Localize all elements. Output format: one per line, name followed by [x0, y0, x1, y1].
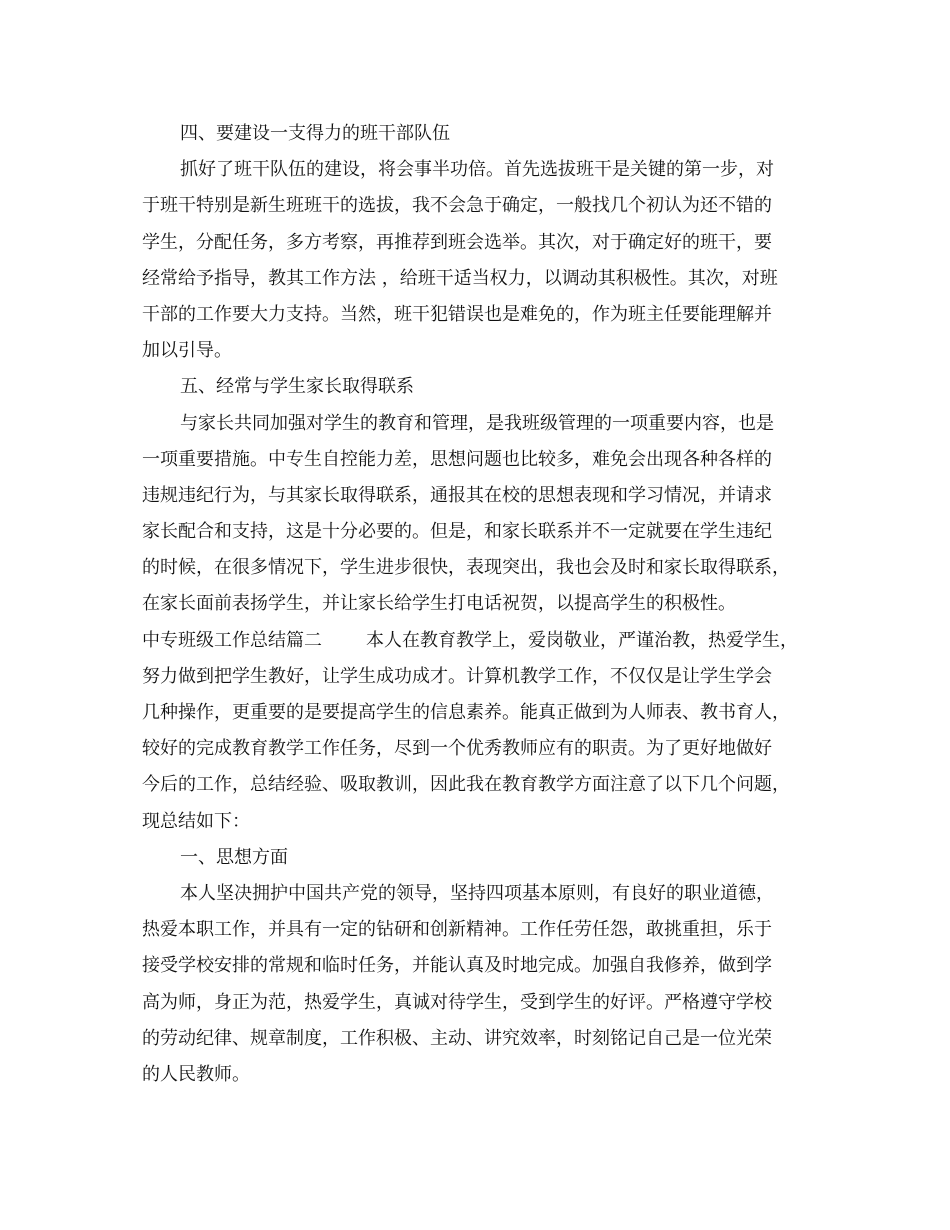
paragraph-line: 热爱本职工作，并具有一定的钻研和创新精神。工作任劳任怨，敢挑重担，乐于: [142, 919, 772, 941]
paragraph-line: 高为师，身正为范，热爱学生，真诚对待学生，受到学生的好评。严格遵守学校: [142, 991, 772, 1013]
paragraph-line: 加以引导。: [142, 340, 232, 362]
paragraph-line: 的劳动纪律、规章制度，工作积极、主动、讲究效率，时刻铭记自己是一位光荣: [142, 1027, 772, 1049]
paragraph-line: 较好的完成教育教学工作任务，尽到一个优秀教师应有的职责。为了更好地做好: [142, 738, 772, 760]
paragraph-line: 干部的工作要大力支持。当然，班干犯错误也是难免的，作为班主任要能理解并: [142, 303, 772, 325]
paragraph-line: 几种操作，更重要的是要提高学生的信息素养。能真正做到为人师表、教书育人，: [142, 702, 790, 723]
paragraph-line: 在家长面前表扬学生，并让家长给学生打电话祝贺，以提高学生的积极性。: [142, 593, 736, 615]
sub-heading-ideology: 一、思想方面: [180, 846, 288, 868]
section-4-paragraph: [142, 152, 806, 369]
paragraph-line: 一项重要措施。中专生自控能力差，思想问题也比较多，难免会出现各种各样的: [142, 448, 772, 470]
ideology-paragraph: [142, 876, 806, 1093]
document-page: [142, 116, 806, 1093]
paragraph-line: 努力做到把学生教好，让学生成功成才。计算机教学工作，不仅仅是让学生学会: [142, 665, 772, 687]
part-two-intro: [142, 659, 806, 840]
paragraph-line: 的时候，在很多情况下，学生进步很快，表现突出，我也会及时和家长取得联系，: [142, 557, 790, 579]
section-heading-5: 五、经常与学生家长取得联系: [180, 376, 414, 398]
paragraph-line: 经常给予指导，教其工作方法 ，给班干适当权力，以调动其积极性。其次，对班: [142, 267, 778, 289]
paragraph-line: 本人坚决拥护中国共产党的领导，坚持四项基本原则，有良好的职业道德，: [180, 882, 774, 904]
paragraph-line: 违规违纪行为，与其家长取得联系，通报其在校的思想表现和学习情况，并请求: [142, 484, 772, 506]
section-heading-4: 四、要建设一支得力的班干部队伍: [180, 123, 450, 144]
part-two-title-line: [142, 623, 806, 659]
paragraph-line: 抓好了班干队伍的建设，将会事半功倍。首先选拔班干是关键的第一步，对: [180, 159, 774, 181]
paragraph-line: 现总结如下：: [142, 810, 250, 832]
paragraph-line: 学生，分配任务，多方考察，再推荐到班会选举。其次，对于确定好的班干，要: [142, 231, 772, 253]
part-two-first-line: 本人在教育教学上，爱岗敬业，严谨治教，热爱学生，: [366, 629, 798, 651]
paragraph-line: 的人民教师。: [142, 1063, 250, 1085]
paragraph-line: 接受学校安排的常规和临时任务，并能认真及时地完成。加强自我修养，做到学: [142, 955, 772, 977]
paragraph-line: 今后的工作，总结经验、吸取教训，因此我在教育教学方面注意了以下几个问题，: [142, 774, 790, 796]
paragraph-line: 家长配合和支持，这是十分必要的。但是，和家长联系并不一定就要在学生违纪: [142, 521, 772, 543]
part-two-title: 中专班级工作总结篇二: [142, 629, 322, 651]
paragraph-line: 与家长共同加强对学生的教育和管理，是我班级管理的一项重要内容，也是: [180, 412, 774, 434]
section-5-paragraph: [142, 406, 806, 623]
paragraph-line: 于班干特别是新生班班干的选拔，我不会急于确定，一般找几个初认为还不错的: [142, 195, 772, 217]
